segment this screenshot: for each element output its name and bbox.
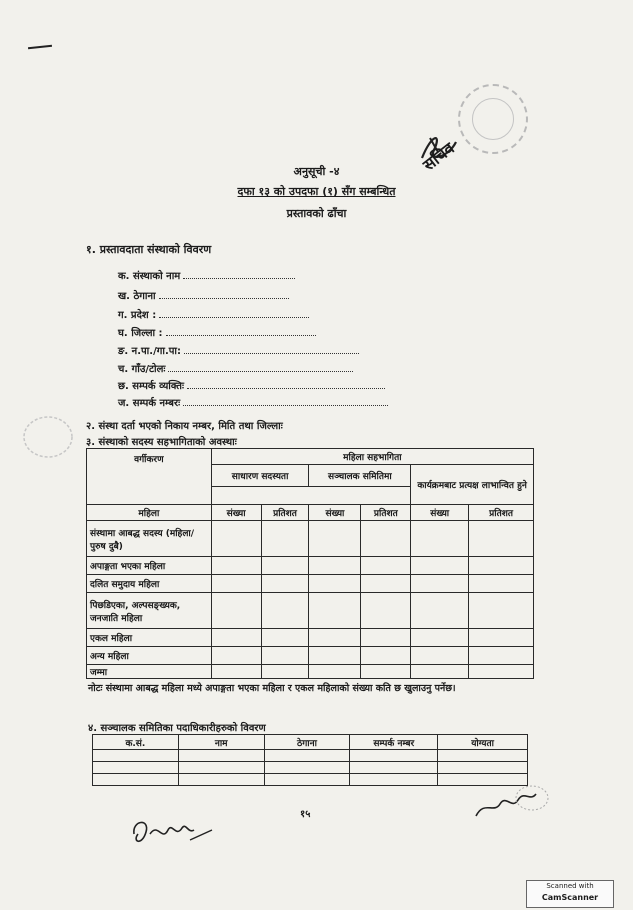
section-4-title: ४. सञ्चालक समितिका पदाधिकारीहरुको विवरण	[88, 723, 266, 734]
col-contact-number: सम्पर्क नम्बर	[350, 735, 438, 750]
table-row-total: जम्मा	[87, 665, 212, 679]
field-contact-number: ज. सम्पर्क नम्बरः	[118, 395, 388, 409]
table-note: नोटः संस्थामा आबद्ध महिला मध्ये अपाङ्गता भएका महिला र एकल महिलाको संख्या कति छ खुलाउनु पर्नेछ।	[88, 683, 456, 694]
women-participation-header: महिला सहभागिता	[211, 449, 533, 465]
section-1-title: १. प्रस्तावदाता संस्थाको विवरण	[86, 243, 212, 256]
page-number: १५	[300, 809, 311, 820]
group-general-membership: साधारण सदस्यता	[211, 465, 309, 487]
field-province: ग. प्रदेश :	[118, 307, 309, 321]
table-row-label: दलित समुदाय महिला	[87, 575, 212, 593]
table-row-label: एकल महिला	[87, 629, 212, 647]
group-direct-beneficiaries: कार्यक्रमबाट प्रत्यक्ष लाभान्वित हुने	[411, 465, 534, 505]
table-row-label: अन्य महिला	[87, 647, 212, 665]
field-municipality: ङ. न.पा./गा.पा:	[118, 343, 359, 357]
sub-col-count: संख्या	[211, 505, 261, 521]
col-address: ठेगाना	[264, 735, 350, 750]
group-executive-committee: सञ्चालक समितिमा	[309, 465, 411, 487]
sub-col-percent: प्रतिशत	[261, 505, 309, 521]
classification-header: वर्गीकरण	[87, 449, 212, 505]
col-qualification: योग्यता	[438, 735, 528, 750]
annex-title: अनुसूची -४	[293, 165, 340, 178]
women-label: महिला	[87, 505, 212, 521]
scanner-watermark	[526, 880, 614, 908]
section-3-title: ३. संस्थाको सदस्य सहभागिताको अवस्थाः	[86, 437, 237, 448]
scanner-line-2: CamScanner	[541, 893, 599, 902]
signature-bottom-left-icon	[128, 812, 218, 852]
col-serial: क.सं.	[93, 735, 179, 750]
committee-officials-table	[92, 734, 528, 786]
sub-col-count: संख्या	[309, 505, 361, 521]
table-row-label: अपाङ्गता भएका महिला	[87, 557, 212, 575]
table-row-label: संस्थामा आबद्ध सदस्य (महिला/पुरुष दुबै)	[87, 521, 212, 557]
office-seal-icon	[458, 84, 528, 154]
proposal-format-title: प्रस्तावको ढाँचा	[286, 207, 347, 220]
section-2-title: २. संस्था दर्ता भएको निकाय नम्बर, मिति तथा जिल्लाः	[86, 421, 283, 432]
section-reference: दफा १३ को उपदफा (१) सँग सम्बन्धित	[237, 185, 396, 198]
sachiv-annotation: सचिव	[419, 138, 458, 175]
participation-table	[86, 448, 534, 679]
field-contact-person: छ. सम्पर्क व्यक्तिः	[118, 378, 385, 392]
scanner-line-1: Scanned with	[546, 882, 594, 890]
sub-col-percent: प्रतिशत	[361, 505, 411, 521]
field-address: ख. ठेगाना	[118, 288, 289, 302]
col-name: नाम	[178, 735, 264, 750]
sub-col-count: संख्या	[411, 505, 469, 521]
table-row-label: पिछडिएका, अल्पसङ्ख्यक, जनजाति महिला	[87, 593, 212, 629]
field-district: घ. जिल्ला :	[118, 325, 316, 339]
faded-stamp-icon	[20, 412, 76, 462]
field-village: च. गाँउ/टोलः	[118, 361, 353, 375]
sub-col-percent: प्रतिशत	[469, 505, 534, 521]
signature-bottom-right-icon	[470, 780, 560, 830]
pen-stroke-mark	[28, 45, 52, 49]
field-org-name: क. संस्थाको नाम	[118, 268, 295, 282]
